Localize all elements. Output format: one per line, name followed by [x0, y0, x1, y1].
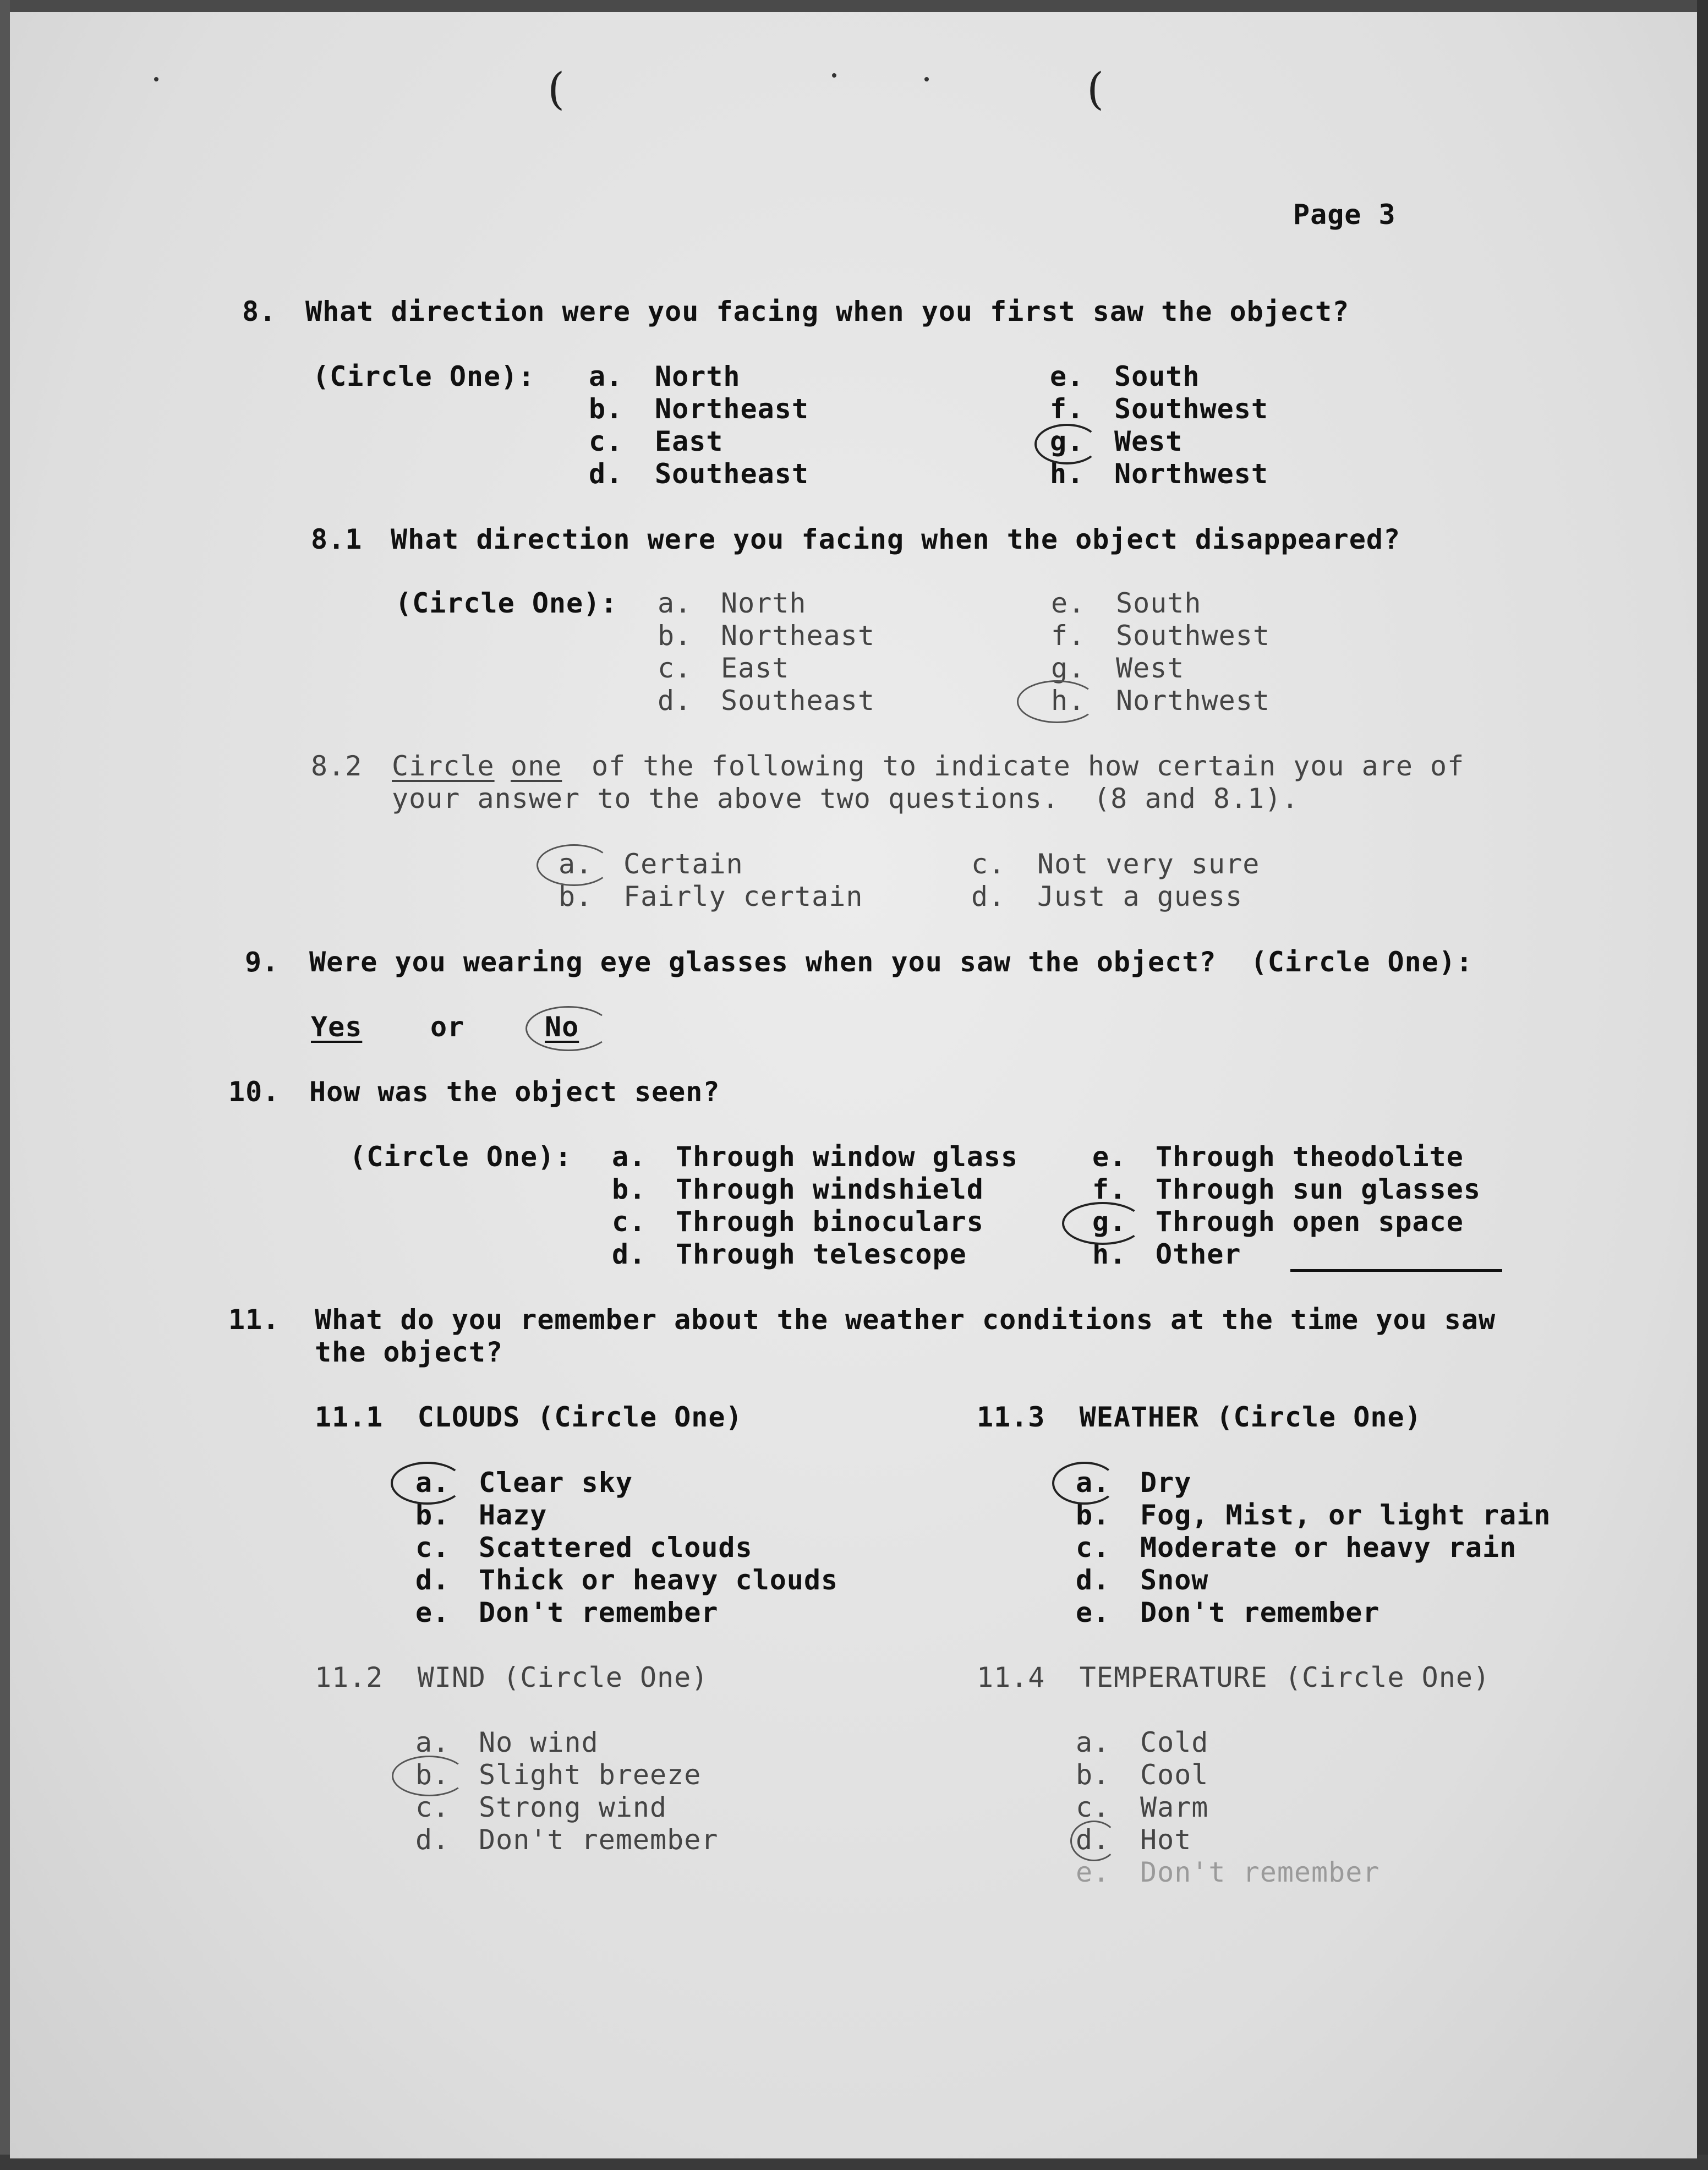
answer-circle-q11-1-a	[391, 1462, 464, 1505]
q11-4-option-b-label: Cool	[1140, 1759, 1209, 1791]
scan-top-border	[0, 0, 1708, 12]
q8-option-c-label: East	[655, 425, 724, 457]
q10-option-e-key: e.	[1092, 1141, 1127, 1173]
q8-1-option-f-key: f.	[1051, 620, 1086, 652]
q11-2-heading: 11.2 WIND (Circle One)	[315, 1661, 709, 1693]
q8-2-option-d-key: d.	[971, 881, 1006, 912]
q8-2-option-b-label: Fairly certain	[623, 881, 863, 912]
q9-no: No	[545, 1011, 579, 1043]
q8-1-option-c-key: c.	[658, 652, 692, 684]
q9-text: Were you wearing eye glasses when you saw the object? (Circle One):	[309, 946, 1473, 978]
q11-2-option-b-label: Slight breeze	[479, 1759, 702, 1791]
q8-1-option-g-label: West	[1116, 652, 1185, 684]
q11-3-option-b-key: b.	[1076, 1499, 1110, 1531]
q11-2-option-c-label: Strong wind	[479, 1791, 667, 1823]
q8-2-option-c-label: Not very sure	[1037, 848, 1260, 880]
q11-text-line1: What do you remember about the weather conditions at the time you saw	[315, 1304, 1496, 1336]
q10-number: 10.	[228, 1076, 280, 1108]
q8-option-g-label: West	[1114, 425, 1183, 457]
punch-mark-right: (	[1087, 63, 1104, 114]
answer-circle-q8-1-h	[1017, 680, 1097, 723]
q8-option-f-label: Southwest	[1114, 393, 1268, 425]
q8-2-option-d-label: Just a guess	[1037, 881, 1243, 912]
q8-1-instruction: (Circle One):	[395, 587, 618, 619]
q10-option-a-key: a.	[612, 1141, 647, 1173]
q11-1-heading: 11.1 CLOUDS (Circle One)	[315, 1401, 743, 1433]
q11-text-line2: the object?	[315, 1336, 503, 1368]
q8-option-e-key: e.	[1050, 360, 1085, 392]
q11-1-option-c-label: Scattered clouds	[479, 1532, 753, 1564]
q8-option-a-key: a.	[589, 360, 623, 392]
q11-3-option-e-label: Don't remember	[1140, 1597, 1380, 1628]
q8-option-a-label: North	[655, 360, 741, 392]
q8-1-option-g-key: g.	[1051, 652, 1086, 684]
answer-circle-q11-4-d	[1070, 1821, 1118, 1861]
q11-4-option-d-label: Hot	[1140, 1824, 1192, 1856]
q8-1-option-e-label: South	[1116, 587, 1202, 619]
q9-number: 9.	[245, 946, 280, 978]
q8-1-number: 8.1	[311, 523, 363, 555]
q10-option-e-label: Through theodolite	[1156, 1141, 1464, 1173]
q11-1-option-d-label: Thick or heavy clouds	[479, 1564, 839, 1596]
q10-option-a-label: Through window glass	[676, 1141, 1019, 1173]
q8-option-g-key: g.	[1050, 425, 1085, 457]
answer-circle-q11-3-a	[1052, 1462, 1117, 1505]
q8-1-option-b-key: b.	[658, 620, 692, 652]
q11-3-option-a-key: a.	[1076, 1467, 1110, 1499]
q11-2-option-b-key: b.	[415, 1759, 450, 1791]
q11-2-option-d-key: d.	[415, 1824, 450, 1856]
q11-4-option-b-key: b.	[1076, 1759, 1110, 1791]
q8-option-b-label: Northeast	[655, 393, 809, 425]
q11-1-option-e-label: Don't remember	[479, 1597, 719, 1628]
q8-option-f-key: f.	[1050, 393, 1085, 425]
q8-option-e-label: South	[1114, 360, 1200, 392]
q8-1-option-a-label: North	[721, 587, 807, 619]
scan-left-border	[0, 0, 10, 2170]
q10-option-g-label: Through open space	[1156, 1206, 1464, 1238]
q8-2-text-line2: your answer to the above two questions. (8 and 8.1).	[392, 783, 1299, 815]
q11-2-option-d-label: Don't remember	[479, 1824, 719, 1856]
q8-number: 8.	[242, 296, 277, 327]
q11-4-option-a-label: Cold	[1140, 1726, 1209, 1758]
q10-option-h-label: Other	[1156, 1238, 1241, 1270]
q11-4-option-c-label: Warm	[1140, 1791, 1209, 1823]
q11-1-option-a-label: Clear sky	[479, 1467, 633, 1499]
answer-circle-q11-2-b	[392, 1756, 467, 1796]
q8-1-option-d-key: d.	[658, 685, 692, 717]
q8-1-option-b-label: Northeast	[721, 620, 875, 652]
q11-1-option-e-key: e.	[415, 1597, 450, 1628]
q9-or: or	[430, 1011, 465, 1043]
q10-option-f-key: f.	[1092, 1173, 1127, 1205]
q8-1-option-h-key: h.	[1051, 685, 1086, 717]
q11-1-option-a-key: a.	[415, 1467, 450, 1499]
q10-option-d-label: Through telescope	[676, 1238, 967, 1270]
q10-instruction: (Circle One):	[349, 1141, 572, 1173]
q9-yes: Yes	[311, 1011, 363, 1043]
q8-option-h-label: Northwest	[1114, 458, 1268, 490]
q8-1-option-a-key: a.	[658, 587, 692, 619]
q8-2-option-a-label: Certain	[623, 848, 743, 880]
q11-2-option-c-key: c.	[415, 1791, 450, 1823]
q11-1-option-d-key: d.	[415, 1564, 450, 1596]
q10-option-d-key: d.	[612, 1238, 647, 1270]
answer-circle-q9-no	[525, 1006, 611, 1051]
answer-circle-q8-g	[1034, 424, 1099, 464]
q11-3-option-b-label: Fog, Mist, or light rain	[1140, 1499, 1551, 1531]
q8-2-circle-word: Circle	[392, 750, 495, 782]
q8-2-option-c-key: c.	[971, 848, 1006, 880]
punch-mark-left: (	[548, 63, 565, 114]
q11-1-option-c-key: c.	[415, 1532, 450, 1564]
q8-2-one-word: one	[511, 750, 562, 782]
q11-3-option-d-key: d.	[1076, 1564, 1110, 1596]
q11-3-heading: 11.3 WEATHER (Circle One)	[977, 1401, 1422, 1433]
speck	[154, 77, 158, 81]
q10-other-blank-line	[1290, 1269, 1502, 1272]
q11-3-option-c-key: c.	[1076, 1532, 1110, 1564]
q10-option-c-label: Through binoculars	[676, 1206, 984, 1238]
q11-3-option-e-key: e.	[1076, 1597, 1110, 1628]
q11-2-option-a-label: No wind	[479, 1726, 599, 1758]
q8-2-option-b-key: b.	[559, 881, 593, 912]
q11-4-heading: 11.4 TEMPERATURE (Circle One)	[977, 1661, 1491, 1693]
q8-1-option-c-label: East	[721, 652, 790, 684]
q10-option-f-label: Through sun glasses	[1156, 1173, 1481, 1205]
q8-option-d-label: Southeast	[655, 458, 809, 490]
q11-4-option-d-key: d.	[1076, 1824, 1110, 1856]
q10-option-h-key: h.	[1092, 1238, 1127, 1270]
q8-2-text-rest: of the following to indicate how certain you are of	[592, 750, 1465, 782]
q11-number: 11.	[228, 1304, 280, 1336]
q8-option-c-key: c.	[589, 425, 623, 457]
speck	[832, 73, 836, 78]
q8-option-h-key: h.	[1050, 458, 1085, 490]
speck	[924, 77, 929, 81]
q8-2-option-a-key: a.	[559, 848, 593, 880]
q11-4-option-e-key: e.	[1076, 1856, 1110, 1888]
scan-right-border	[1697, 0, 1708, 2170]
q11-4-option-e-label: Don't remember	[1140, 1856, 1380, 1888]
q10-option-b-label: Through windshield	[676, 1173, 984, 1205]
q11-1-option-b-label: Hazy	[479, 1499, 548, 1531]
q11-3-option-c-label: Moderate or heavy rain	[1140, 1532, 1517, 1564]
q8-2-number: 8.2	[311, 750, 363, 782]
q10-option-g-key: g.	[1092, 1206, 1127, 1238]
page-label: Page 3	[1293, 199, 1396, 231]
q11-3-option-d-label: Snow	[1140, 1564, 1209, 1596]
q8-1-option-d-label: Southeast	[721, 685, 875, 717]
q8-1-option-h-label: Northwest	[1116, 685, 1270, 717]
q8-text: What direction were you facing when you first saw the object?	[305, 296, 1350, 327]
answer-circle-q10-g	[1062, 1202, 1143, 1245]
q11-1-option-b-key: b.	[415, 1499, 450, 1531]
answer-circle-q8-2-a	[537, 844, 611, 886]
q8-1-text: What direction were you facing when the object disappeared?	[391, 523, 1401, 555]
q11-4-option-a-key: a.	[1076, 1726, 1110, 1758]
q8-option-d-key: d.	[589, 458, 623, 490]
q8-option-b-key: b.	[589, 393, 623, 425]
q11-4-option-c-key: c.	[1076, 1791, 1110, 1823]
q8-1-option-f-label: Southwest	[1116, 620, 1270, 652]
q8-1-option-e-key: e.	[1051, 587, 1086, 619]
q10-text: How was the object seen?	[309, 1076, 720, 1108]
q11-2-option-a-key: a.	[415, 1726, 450, 1758]
q10-option-c-key: c.	[612, 1206, 647, 1238]
q10-option-b-key: b.	[612, 1173, 647, 1205]
q11-3-option-a-label: Dry	[1140, 1467, 1192, 1499]
q8-instruction: (Circle One):	[313, 360, 535, 392]
